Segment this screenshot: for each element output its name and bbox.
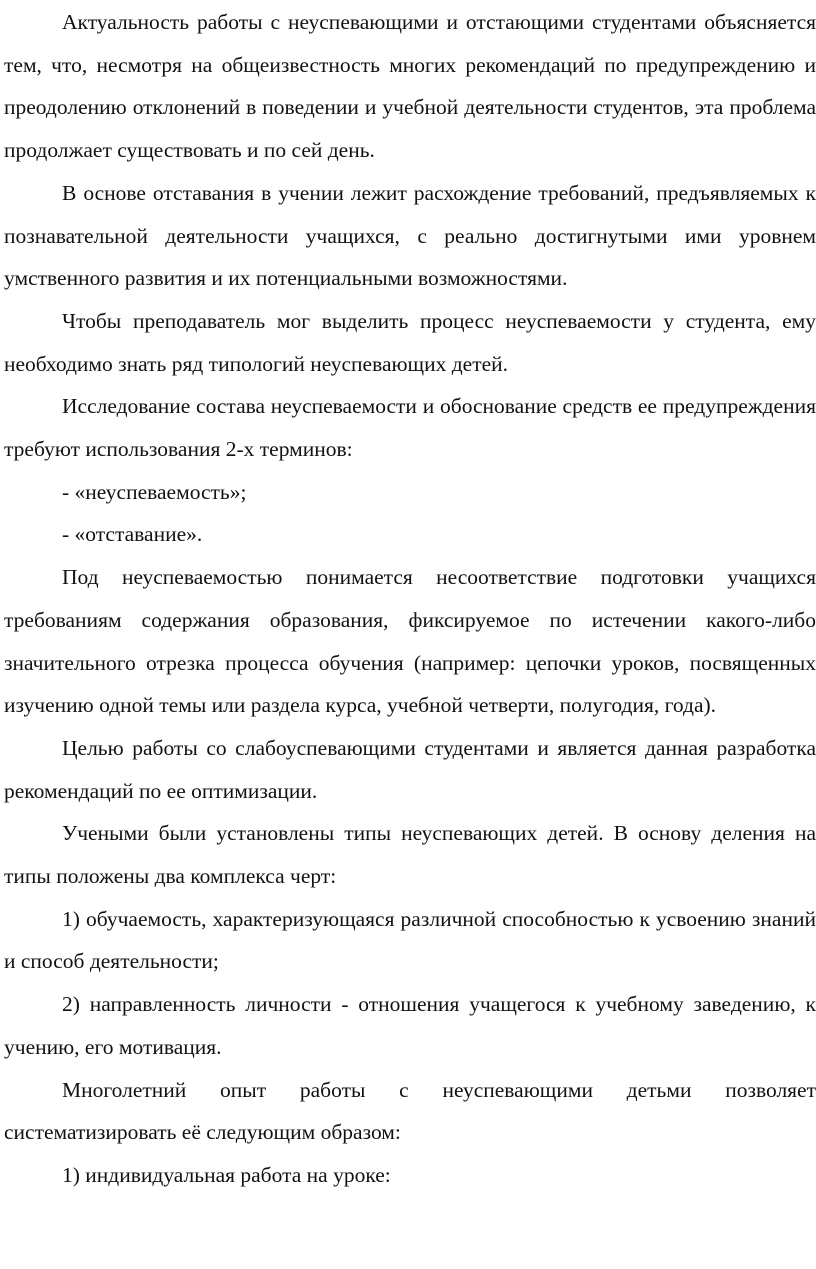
list-item-individual-work: 1) индивидуальная работа на уроке:	[62, 1162, 391, 1187]
list-item-orientation: 2) направленность личности - отношения учащегося к учебному заведению, к учению, его мотивация.	[4, 992, 816, 1059]
document-body	[4, 1, 816, 1197]
paragraph-experience: Многолетний опыт работы с неуспевающими детьми позволяет систематизировать её следующим образом:	[4, 1077, 816, 1145]
paragraph-relevance: Актуальность работы с неуспевающими и отстающими студентами объясняется тем, что, несмотря на общеизвестность многих рекомендаций по предупреждению и преодолению отклонений в поведении и учебной деятельности студентов, эта проблема продолжает существовать и по сей день.	[4, 10, 816, 163]
paragraph-goal: Целью работы со слабоуспевающими студентами и является данная разработка рекомендаций по ее оптимизации.	[4, 735, 816, 803]
list-item-learnability: 1) обучаемость, характеризующаяся различной способностью к усвоению знаний и способ деятельности;	[4, 906, 816, 974]
paragraph-definition: Под неуспеваемостью понимается несоответствие подготовки учащихся требованиям содержания образования, фиксируемое по истечении какого-либо значительного отрезка процесса обучения (например: цепочки уроков, посвященных изучению одной темы или раздела курса, учебной четверти, полугодия, года).	[4, 565, 816, 718]
paragraph-types: Учеными были установлены типы неуспевающих детей. В основу деления на типы положены два комплекса черт:	[4, 821, 816, 889]
paragraph-typologies: Чтобы преподаватель мог выделить процесс неуспеваемости у студента, ему необходимо знать ряд типологий неуспевающих детей.	[4, 308, 816, 376]
paragraph-terms-intro: Исследование состава неуспеваемости и обоснование средств ее предупреждения требуют использования 2-х терминов:	[4, 394, 816, 462]
paragraph-lag-basis: В основе отставания в учении лежит расхождение требований, предъявляемых к познавательной деятельности учащихся, с реально достигнутыми ими уровнем умственного развития и их потенциальными возможностями.	[4, 180, 816, 291]
term-item-underachievement: - «неуспеваемость»;	[62, 479, 247, 504]
term-item-lagging: - «отставание».	[62, 522, 203, 547]
